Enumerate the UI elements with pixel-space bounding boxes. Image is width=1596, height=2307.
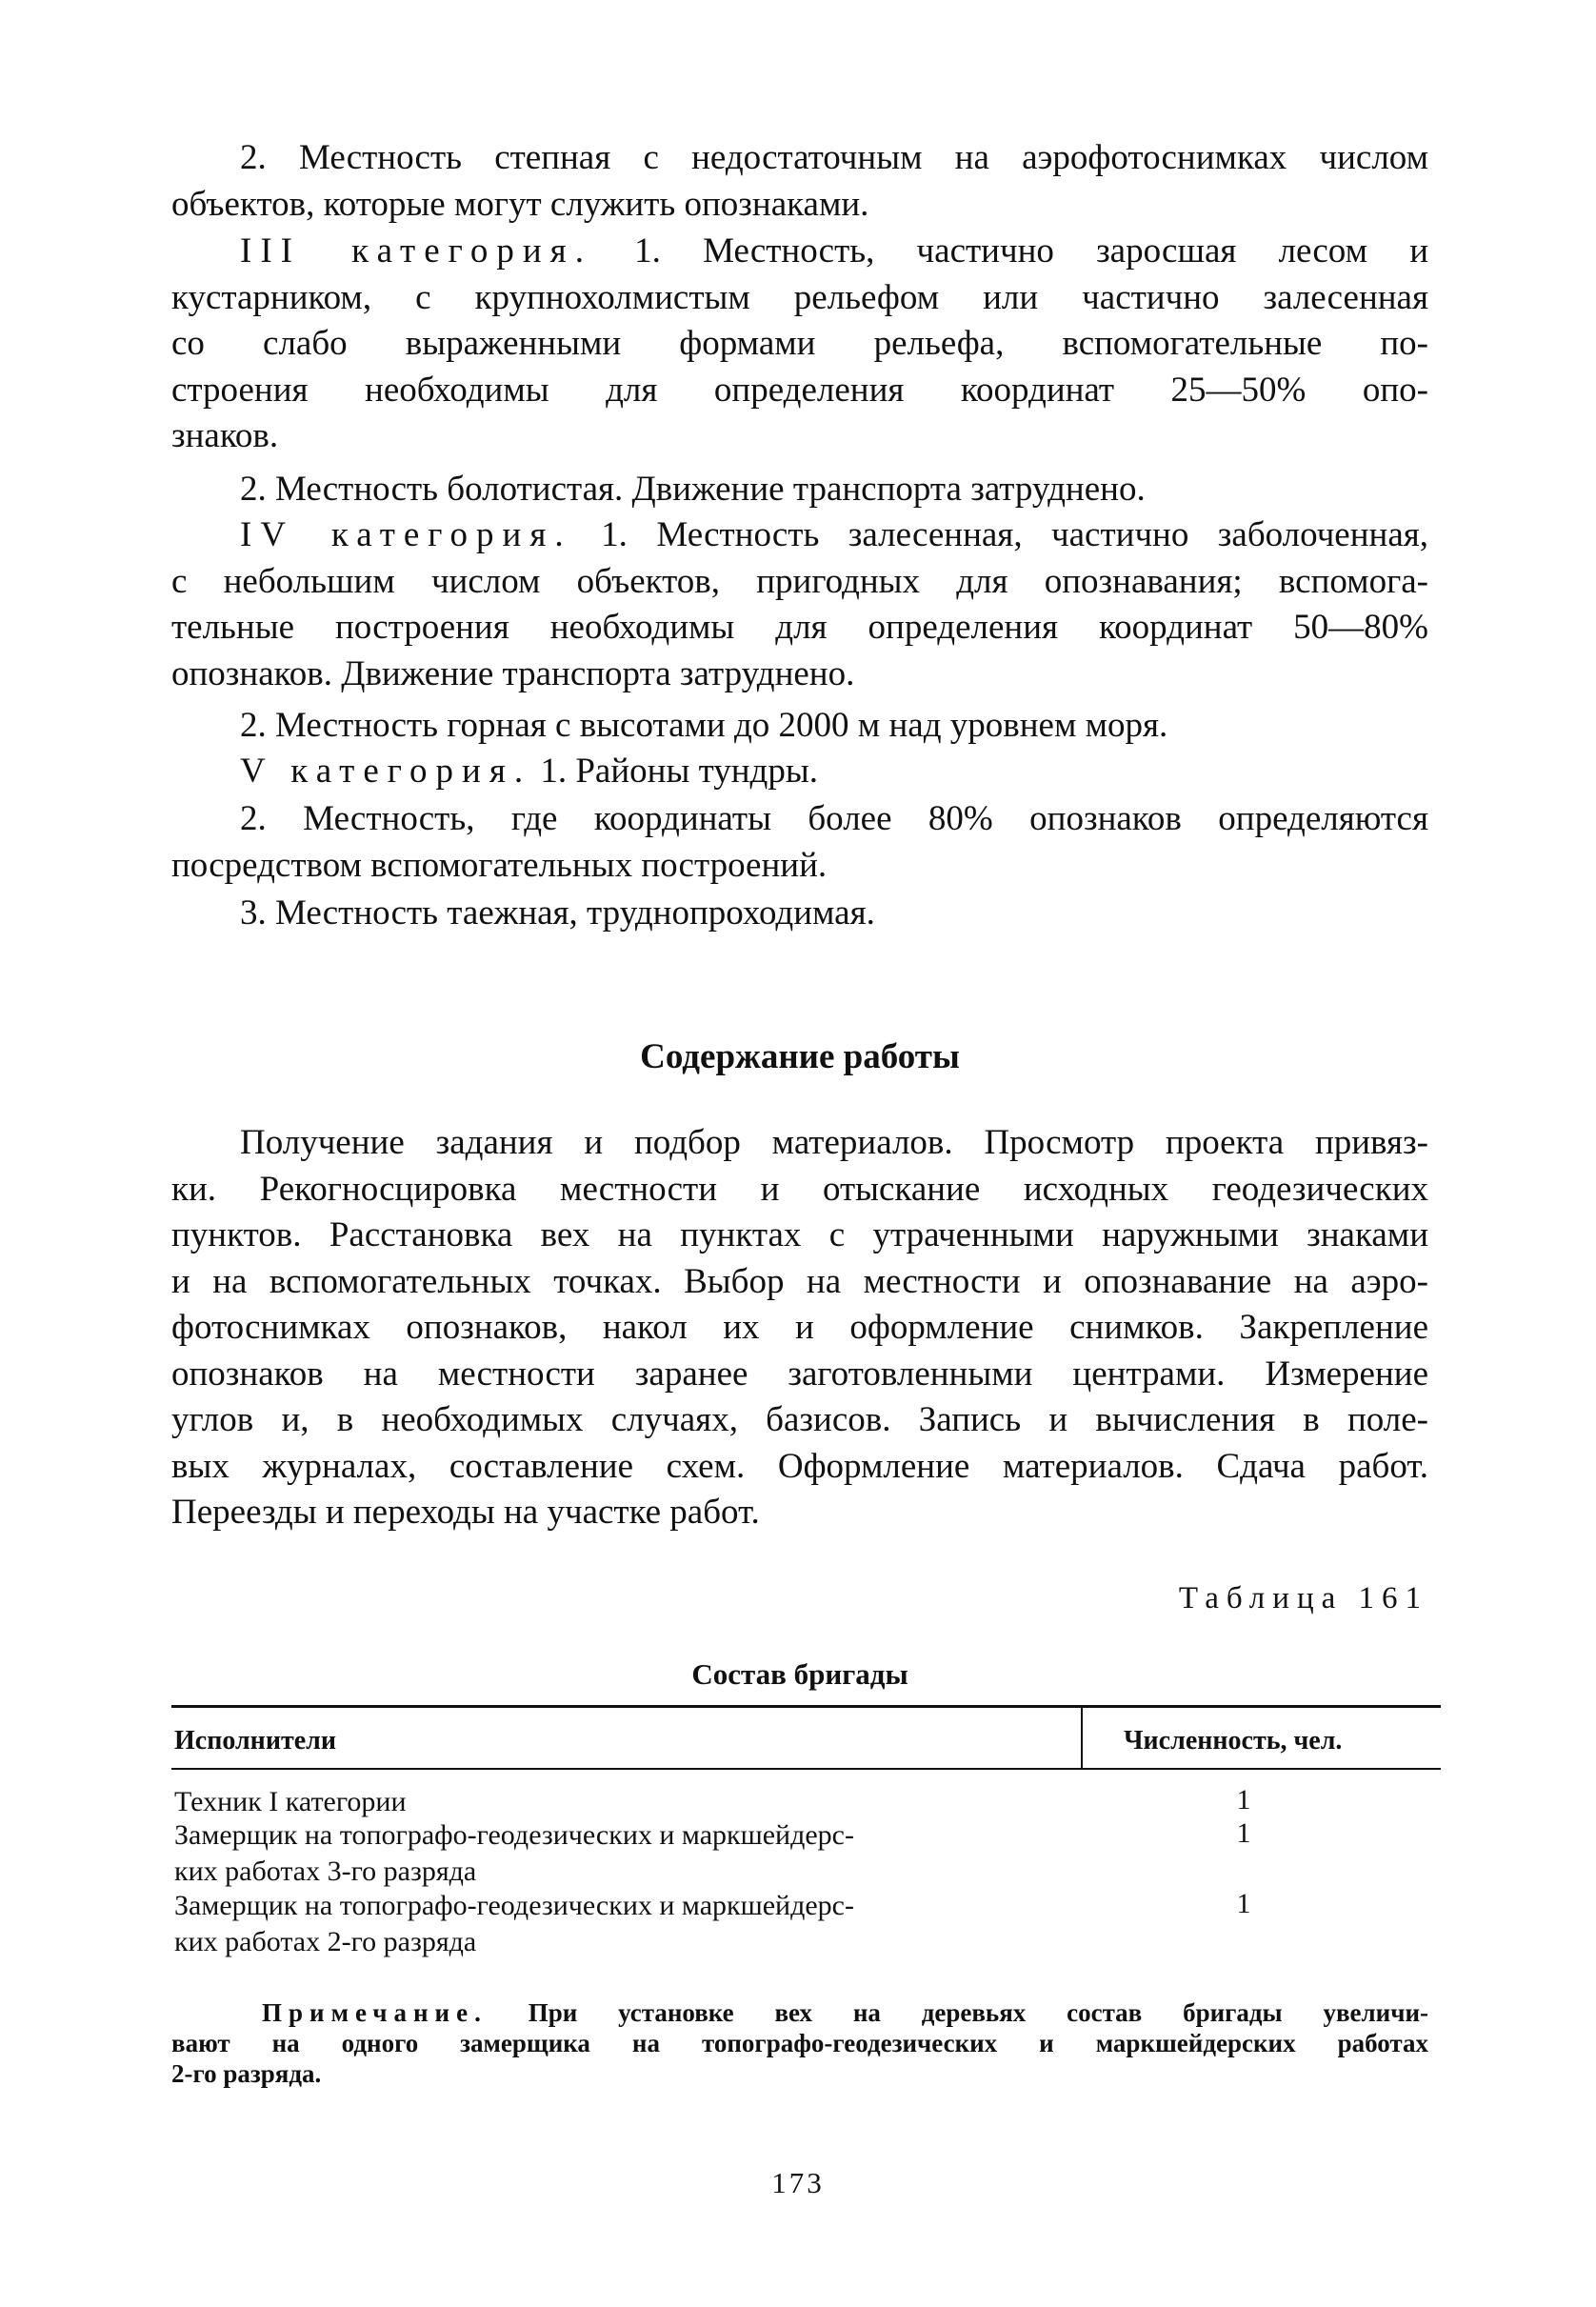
table-cell-count: 1: [1236, 1888, 1251, 1919]
text-fragment: 1. Районы тундры.: [540, 752, 818, 791]
text-line: [171, 749, 1428, 795]
text-line: [171, 229, 1428, 275]
table-header-rule: [171, 1768, 1441, 1770]
table-note: [171, 1997, 1428, 2089]
table-cell-count: 1: [1236, 1784, 1251, 1816]
paragraph-swamp: [171, 467, 1428, 513]
text-line: ки. Рекогносцировка местности и отыскание исходных геодезических: [171, 1169, 1428, 1209]
text-line: пунктов. Расстановка вех на пунктах с утраченными наружными знаками: [171, 1215, 1428, 1254]
text-line: Переезды и переходы на участке работ.: [171, 1493, 760, 1532]
text-line: знаков.: [171, 416, 279, 455]
text-fragment: 1. Местность залесенная, частично заболоченная,: [601, 515, 1429, 554]
text-line: тельные построения необходимы для определения координат 50—80%: [171, 608, 1428, 647]
text-line: с небольшим числом объектов, пригодных для опознавания; вспомога-: [171, 561, 1428, 601]
table-title: Состав бригады: [691, 1657, 908, 1691]
text-line: опознаков на местности заранее заготовленными центрами. Измерение: [171, 1354, 1428, 1394]
text-line: фотоснимках опознаков, накол их и оформление снимков. Закрепление: [171, 1308, 1428, 1347]
table-cell-performer: [174, 1817, 854, 1890]
text-line: со слабо выраженными формами рельефа, вспомогательные по-: [171, 324, 1428, 363]
text-line: 2. Местность горная с высотами до 2000 м над уровнем моря.: [240, 706, 1168, 745]
cell-line: ких работах 3-го разряда: [174, 1856, 477, 1887]
paragraph-taiga: [171, 891, 1428, 937]
table-number: Таблица 161: [1178, 1581, 1428, 1615]
text-line: посредством вспомогательных построений.: [171, 845, 828, 885]
page-number: 173: [771, 2166, 825, 2199]
column-header-performers: Исполнители: [174, 1726, 336, 1755]
text-line: вых журналах, составление схем. Оформление материалов. Сдача работ.: [171, 1446, 1428, 1486]
table-column-divider: [1081, 1705, 1083, 1770]
text-line: 2. Местность, где координаты более 80% опознаков определяются: [240, 799, 1428, 838]
note-line: [171, 1997, 1428, 2028]
paragraph-auxiliary: [171, 796, 1428, 889]
text-line: опознаков. Движение транспорта затруднено.: [171, 653, 855, 693]
text-line: Получение задания и подбор материалов. Просмотр проекта привяз-: [240, 1123, 1428, 1162]
category-label: IV категория.: [240, 515, 572, 554]
cell-line: Замерщик на топографо-геодезических и маркшейдерс-: [174, 1819, 854, 1851]
text-fragment: 1. Местность, частично заросшая лесом и: [634, 231, 1428, 271]
text-line: и на вспомогательных точках. Выбор на местности и опознавание на аэро-: [171, 1261, 1428, 1301]
paragraph-category-3: [171, 229, 1428, 460]
paragraph-mountain: [171, 703, 1428, 750]
table-top-rule: [171, 1705, 1441, 1708]
table-cell-performer: Техник I категории: [174, 1786, 407, 1817]
table-cell-count: 1: [1236, 1817, 1251, 1849]
note-label: Примечание.: [262, 1998, 488, 2027]
text-line: объектов, которые могут служить опознаками.: [171, 184, 869, 224]
category-label: III категория.: [240, 231, 592, 271]
text-line: кустарником, с крупнохолмистым рельефом или частично залесенная: [171, 277, 1428, 317]
paragraph-category-5: [171, 749, 1428, 795]
column-header-count: Численность, чел.: [1124, 1726, 1343, 1755]
text-fragment: При установке вех на деревьях состав бригады увеличи-: [528, 1998, 1429, 2027]
text-line: 3. Местность таежная, труднопроходимая.: [240, 893, 875, 933]
table-cell-performer: [174, 1888, 854, 1960]
text-line: строения необходимы для определения координат 25—50% опо-: [171, 370, 1428, 410]
note-line: вают на одного замерщика на топографо-геодезических и маркшейдерских работах: [171, 2029, 1428, 2057]
paragraph-category-4: [171, 512, 1428, 697]
cell-line: ких работах 2-го разряда: [174, 1926, 477, 1957]
section-heading: Содержание работы: [640, 1037, 960, 1076]
text-line: [171, 512, 1428, 559]
text-line: углов и, в необходимых случаях, базисов. Запись и вычисления в поле-: [171, 1400, 1428, 1439]
text-line: 2. Местность степная с недостаточным на аэрофотоснимках числом: [240, 138, 1428, 177]
note-line: 2-го разряда.: [171, 2059, 322, 2088]
cell-line: Замерщик на топографо-геодезических и маркшейдерс-: [174, 1890, 854, 1921]
text-line: 2. Местность болотистая. Движение транспорта затруднено.: [240, 470, 1146, 509]
paragraph-work-content: [171, 1120, 1428, 1536]
paragraph-steppe: [171, 135, 1428, 228]
category-label: V категория.: [240, 752, 532, 791]
